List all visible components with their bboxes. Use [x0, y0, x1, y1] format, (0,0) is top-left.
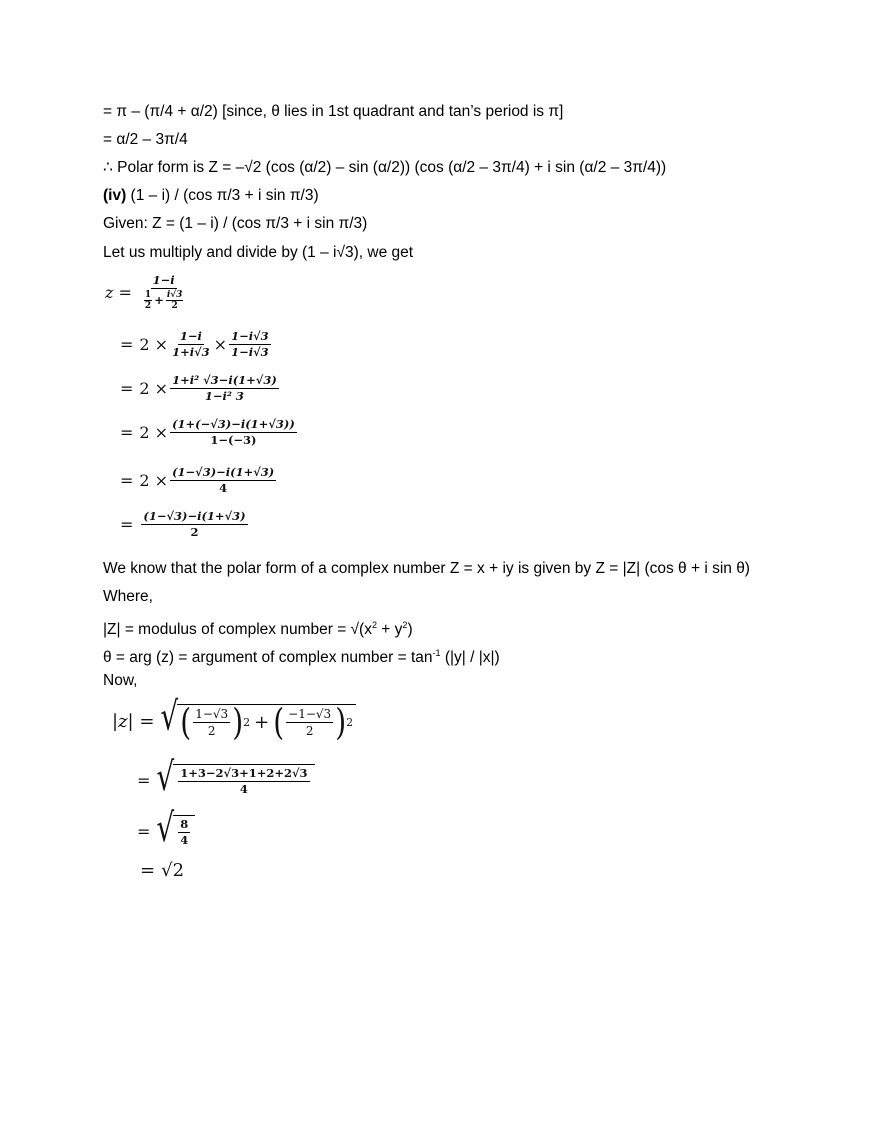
fraction	[170, 466, 276, 495]
fraction-denominator: 2	[144, 301, 152, 311]
equals-sign: =	[120, 379, 134, 398]
fraction-denominator	[140, 289, 188, 311]
fraction-numerator: (1−√3)−i(1+√3)	[143, 509, 246, 523]
fraction-numerator: (1−√3)−i(1+√3)	[172, 465, 275, 479]
square-root	[160, 693, 356, 744]
equals-sign: =	[120, 471, 134, 490]
fraction	[166, 290, 184, 311]
equals-sign: =	[120, 515, 134, 534]
text-segment: |Z| = modulus of complex number = √(x	[103, 621, 372, 638]
fraction	[144, 290, 152, 311]
fraction-numerator: 1+3−2√3+1+2+2√3	[180, 766, 308, 780]
fraction	[178, 767, 309, 796]
part-expression: (1 – i) / (cos π/3 + i sin π/3)	[126, 187, 319, 204]
text-segment: + y	[377, 621, 403, 638]
equals-sign: =	[137, 770, 151, 790]
text-line-8: Where,	[103, 588, 153, 605]
equals-sign: =	[120, 335, 134, 354]
part-label: (iv)	[103, 187, 127, 204]
multiplier: 2 ×	[139, 379, 169, 398]
superscript: 2	[402, 620, 408, 630]
fraction-numerator: 1−i	[152, 273, 175, 287]
fraction-numerator: 1+i² √3−i(1+√3)	[172, 373, 277, 387]
fraction-denominator: 1−i√3	[231, 345, 269, 359]
fraction-denominator: 2	[305, 724, 314, 738]
fraction-numerator: (1+(−√3)−i(1+√3))	[172, 417, 295, 431]
radical-sign-icon: √	[156, 804, 175, 851]
text-line-6: Let us multiply and divide by (1 – i√3), we get	[103, 244, 414, 261]
radicand	[177, 700, 356, 744]
eq2-row-1	[112, 693, 356, 744]
square-root	[156, 804, 195, 851]
fraction	[170, 330, 212, 359]
eq-lhs: z =	[105, 283, 132, 302]
radicand	[173, 815, 195, 847]
fraction-numerator: 1	[144, 290, 152, 300]
eq1-row-2	[120, 374, 281, 403]
fraction-denominator: 2	[171, 301, 178, 311]
fraction	[141, 510, 247, 539]
eq-lhs: |z| =	[112, 710, 155, 732]
fraction-numerator: −1−√3	[288, 707, 332, 721]
eq1-row-0	[105, 274, 189, 311]
superscript: 2	[371, 620, 377, 630]
fraction-numerator: 1−√3	[195, 707, 229, 721]
text-line-1: = π – (π/4 + α/2) [since, θ lies in 1st quadrant and tan’s period is π]	[103, 103, 564, 120]
text-line-2: = α/2 – 3π/4	[103, 131, 188, 148]
paren: )	[335, 700, 347, 744]
fraction-denominator: 4	[219, 481, 228, 495]
fraction	[170, 418, 297, 447]
fraction	[140, 274, 188, 311]
text-segment: )	[407, 621, 413, 638]
fraction-denominator: 1−i² 3	[204, 389, 244, 403]
plus-sign: +	[154, 293, 164, 307]
square-root	[156, 753, 314, 800]
eq1-row-3	[120, 418, 299, 447]
fraction	[286, 707, 333, 738]
fraction-denominator: 4	[239, 782, 248, 796]
fraction-denominator: 2	[207, 724, 216, 738]
radical-sign-icon: √	[156, 753, 175, 800]
fraction-numerator: 8	[180, 817, 189, 831]
fraction-denominator: 1−(−3)	[210, 433, 257, 447]
eq1-row-5	[120, 510, 250, 539]
fraction-denominator: 1+i√3	[172, 345, 210, 359]
text-line-11: Now,	[103, 672, 138, 689]
radicand	[173, 764, 314, 796]
eq1-row-4	[120, 466, 278, 495]
fraction-numerator: 1−i	[179, 329, 202, 343]
eq2-row-2	[137, 753, 315, 800]
plus-sign: +	[254, 712, 270, 733]
eq2-row-3	[137, 804, 195, 851]
fraction-numerator: 1−i√3	[231, 329, 269, 343]
times-sign: ×	[213, 335, 228, 354]
equals-sign: =	[137, 821, 151, 841]
exponent: 2	[346, 716, 354, 729]
superscript: -1	[432, 648, 441, 658]
paren: (	[273, 700, 285, 744]
equals-sign: =	[120, 423, 134, 442]
text-segment: (|y| / |x|)	[440, 649, 500, 666]
fraction	[178, 818, 190, 847]
text-line-5: Given: Z = (1 – i) / (cos π/3 + i sin π/3)	[103, 215, 368, 232]
exponent: 2	[243, 716, 251, 729]
eq2-row-4	[140, 860, 184, 881]
text-segment: θ = arg (z) = argument of complex number = tan	[103, 649, 433, 666]
text-line-7: We know that the polar form of a complex number Z = x + iy is given by Z = |Z| (cos θ + i sin θ)	[103, 560, 750, 577]
radical-sign-icon: √	[160, 693, 179, 740]
fraction	[229, 330, 271, 359]
multiplier: 2 ×	[139, 471, 169, 490]
fraction-denominator: 2	[190, 525, 199, 539]
multiplier: 2 ×	[139, 423, 169, 442]
equals-sign: =	[140, 860, 156, 881]
text-line-9	[103, 615, 413, 640]
text-line-4	[103, 186, 319, 206]
multiplier: 2 ×	[139, 335, 169, 354]
fraction	[170, 374, 279, 403]
text-line-3: ∴ Polar form is Z = –√2 (cos (α/2) – sin (α/2)) (cos (α/2 – 3π/4) + i sin (α/2 – 3π/4))	[103, 159, 667, 176]
paren: (	[180, 700, 192, 744]
paren: )	[232, 700, 244, 744]
final-result: √2	[161, 860, 185, 881]
fraction-numerator: i√3	[166, 290, 183, 300]
eq1-row-1	[120, 330, 273, 359]
fraction-denominator: 4	[180, 833, 189, 847]
fraction	[193, 707, 230, 738]
text-line-10	[103, 643, 500, 668]
